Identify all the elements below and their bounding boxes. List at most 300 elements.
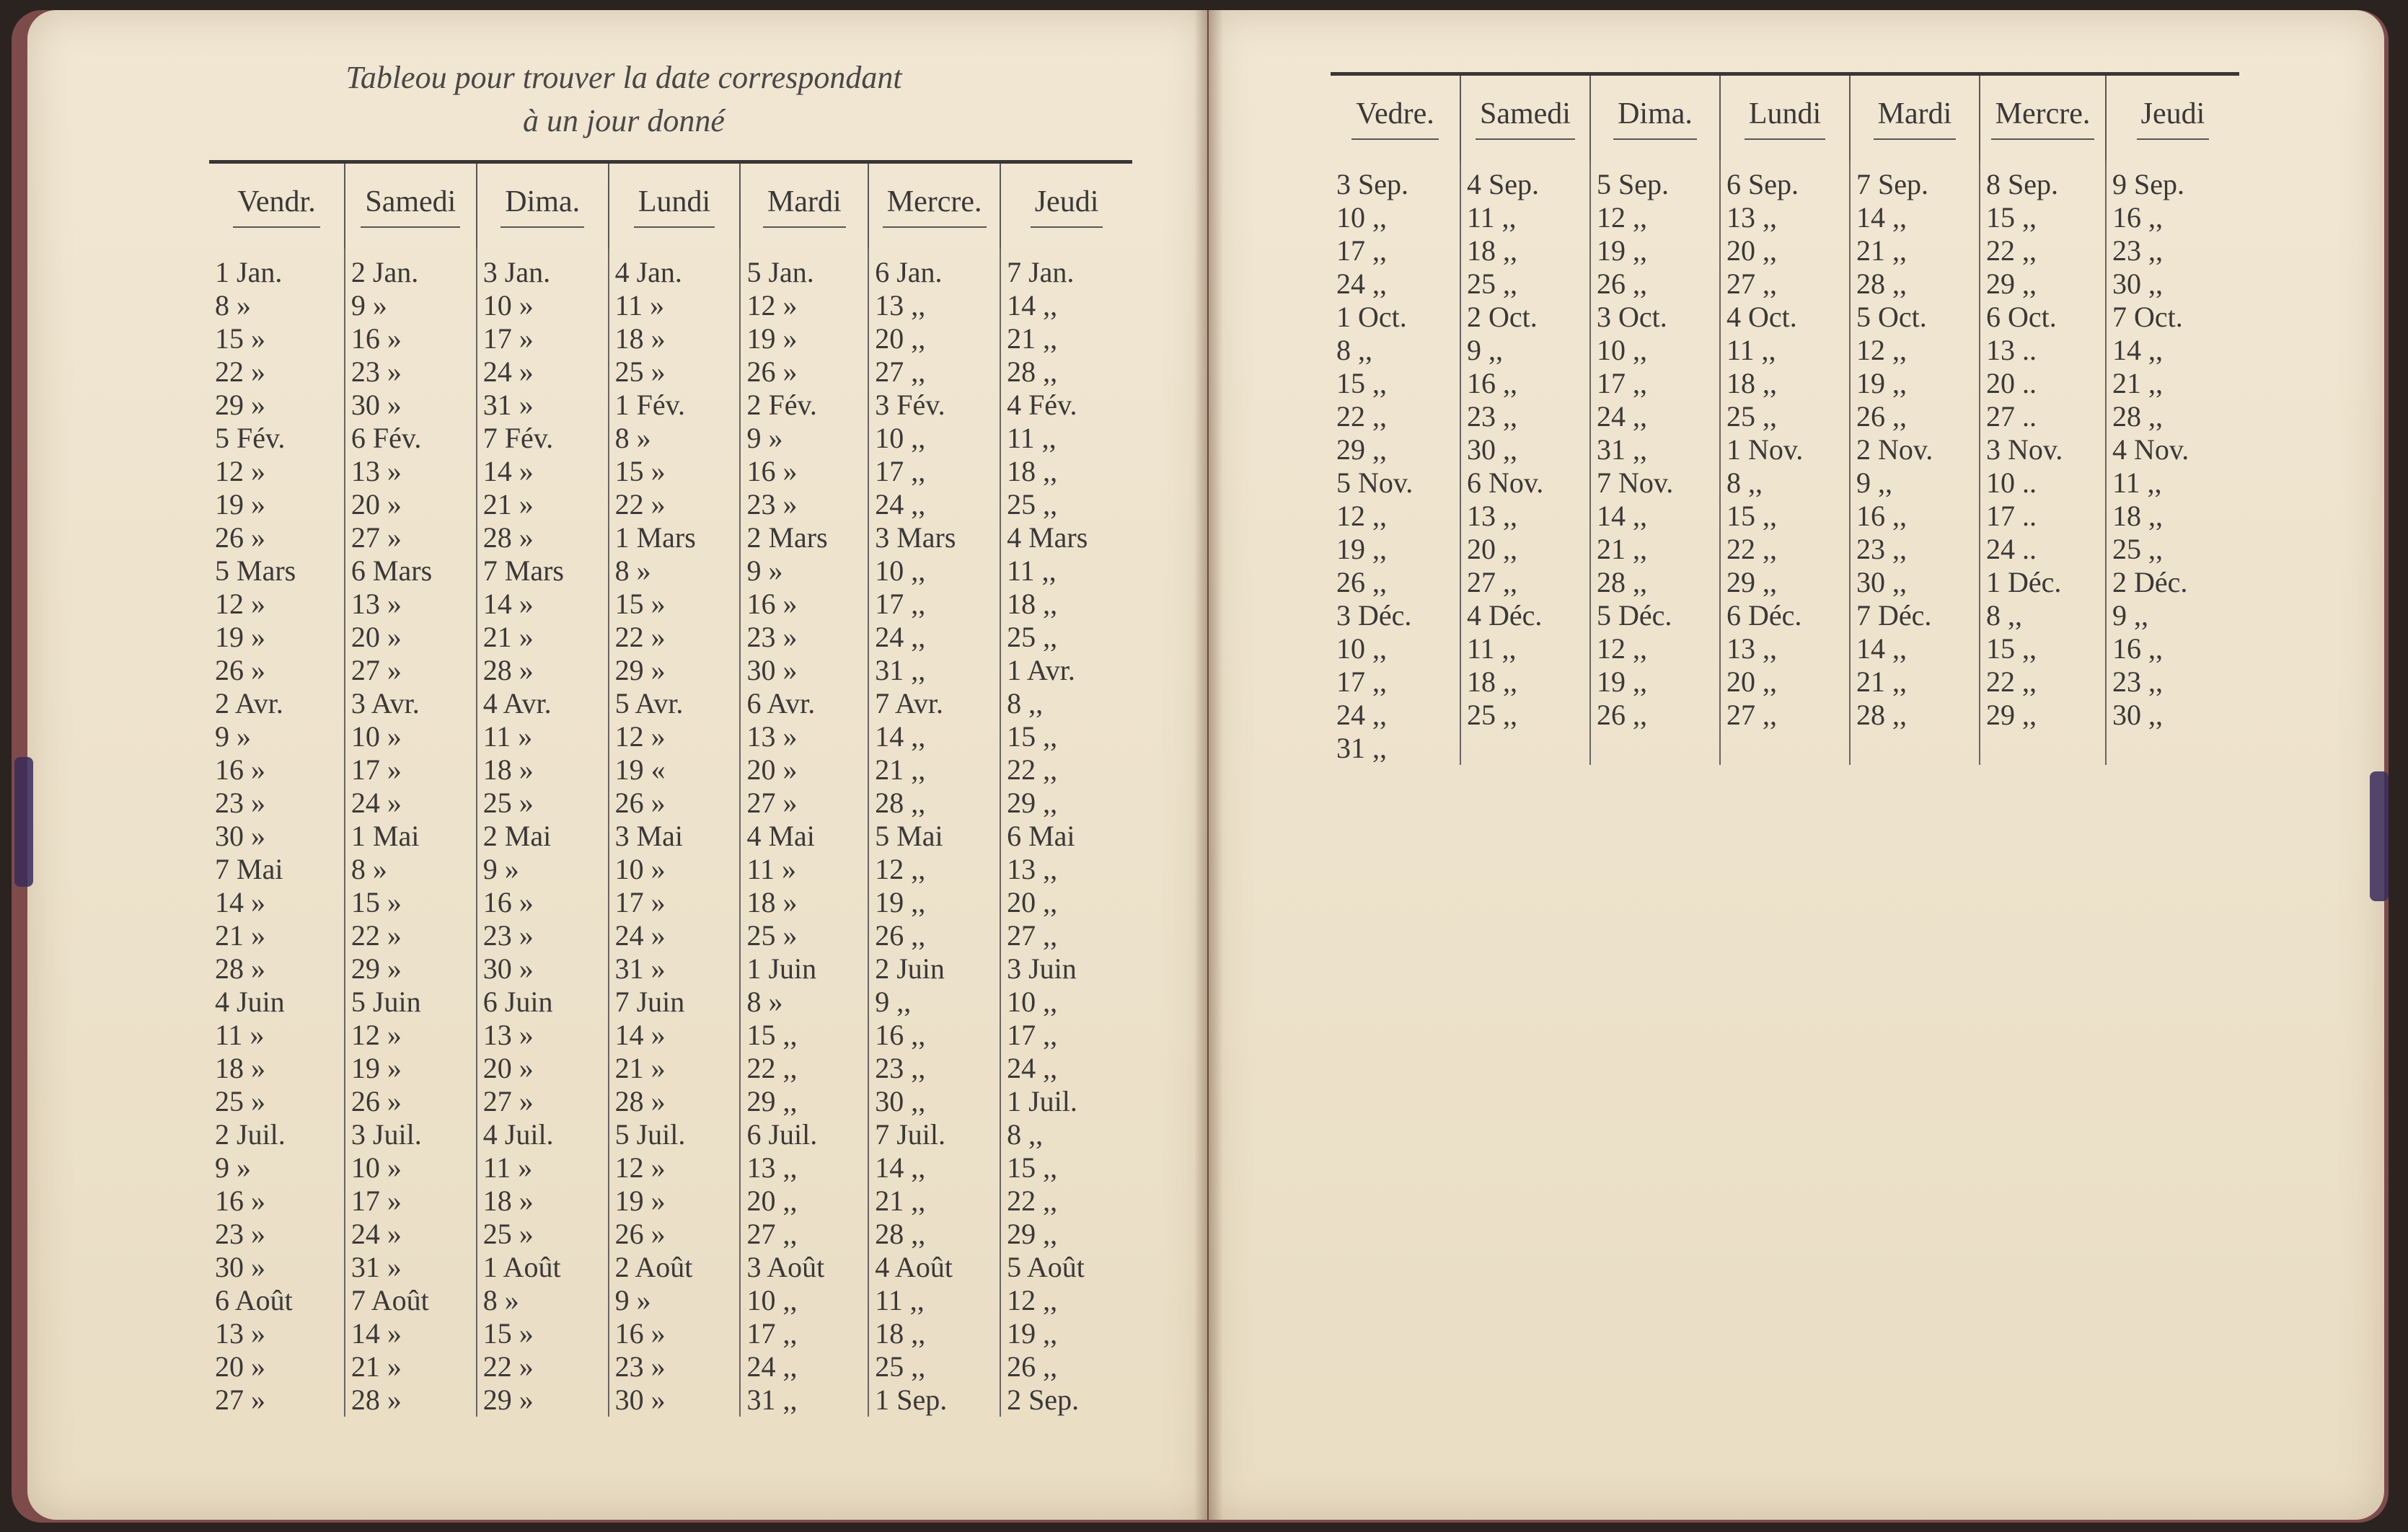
date-cell: 19 « <box>609 753 741 787</box>
date-cell: 12 ,, <box>1000 1284 1132 1317</box>
column-header <box>2106 74 2239 161</box>
date-cell: 15 ,, <box>1336 367 1387 399</box>
date-cell: 4 Mars <box>1000 521 1132 554</box>
date-cell: 19 ,, <box>1000 1317 1132 1350</box>
date-cell: 15 ,, <box>1980 201 2106 234</box>
date-cell: 28 ,, <box>1590 566 1720 599</box>
date-cell: 6 Sep. <box>1720 161 1850 201</box>
date-cell: 5 Nov. <box>1336 466 1414 499</box>
date-cell: 25 ,, <box>2106 533 2239 566</box>
date-cell: 9 » <box>215 720 251 753</box>
date-cell: 13 ,, <box>1460 500 1590 533</box>
date-cell: 6 Nov. <box>1460 466 1590 500</box>
date-cell: 22 ,, <box>1720 533 1850 566</box>
date-cell: 17 ,, <box>868 455 1000 488</box>
date-cell: 18 » <box>215 1052 265 1084</box>
date-cell: 12 » <box>215 455 265 487</box>
date-cell: 13 » <box>740 720 868 753</box>
date-cell: 20 ,, <box>1720 234 1850 267</box>
binding-mark <box>2370 771 2389 901</box>
date-cell: 8 Sep. <box>1980 161 2106 201</box>
date-cell: 18 ,, <box>1000 588 1132 621</box>
date-cell: 3 Oct. <box>1590 301 1720 334</box>
date-cell: 20 .. <box>1980 367 2106 400</box>
date-cell: 21 » <box>477 621 609 654</box>
date-cell: 16 » <box>740 455 868 488</box>
date-cell: 20 » <box>215 1350 265 1383</box>
date-cell: 24 » <box>609 919 741 952</box>
date-cell: 8 ,, <box>1980 599 2106 632</box>
column-header-label: Dima. <box>500 185 584 228</box>
date-cell: 18 ,, <box>1720 367 1850 400</box>
table-row <box>209 588 1132 621</box>
table-row <box>209 621 1132 654</box>
date-cell: 7 Mai <box>215 853 283 885</box>
table-row <box>209 455 1132 488</box>
date-cell: 28 » <box>609 1085 741 1118</box>
book-gutter <box>1194 10 1223 1520</box>
date-cell: 6 Juin <box>477 986 609 1019</box>
date-cell: 26 ,, <box>1000 1350 1132 1383</box>
date-cell: 10 ,, <box>868 554 1000 588</box>
date-cell: 19 ,, <box>1590 665 1720 699</box>
date-cell: 2 Oct. <box>1460 301 1590 334</box>
date-cell: 18 ,, <box>2106 500 2239 533</box>
date-cell: 14 » <box>345 1317 477 1350</box>
date-cell: 17 ,, <box>1336 665 1387 698</box>
date-cell: 25 ,, <box>1720 400 1850 433</box>
date-cell: 7 Fév. <box>477 422 609 455</box>
date-cell: 6 Oct. <box>1980 301 2106 334</box>
date-cell: 19 ,, <box>868 886 1000 919</box>
table-row <box>209 1284 1132 1317</box>
table-row <box>209 355 1132 389</box>
date-cell: 9 ,, <box>1850 466 1980 500</box>
date-cell: 8 ,, <box>1720 466 1850 500</box>
column-header <box>1331 74 1460 161</box>
column-header-label: Samedi <box>361 185 460 228</box>
date-cell: 7 Juin <box>609 986 741 1019</box>
date-cell <box>1720 732 1850 765</box>
date-cell: 10 » <box>609 853 741 886</box>
column-header-label: Mardi <box>763 185 846 228</box>
date-cell: 10 ,, <box>740 1284 868 1317</box>
date-cell: 5 Fév. <box>215 422 286 454</box>
date-cell: 11 » <box>609 289 741 322</box>
table-row <box>209 422 1132 455</box>
date-cell: 15 » <box>345 886 477 919</box>
title-line-2: à un jour donné <box>523 103 725 138</box>
table-row <box>1331 234 2239 267</box>
date-cell: 24 .. <box>1980 533 2106 566</box>
column-header-label: Lundi <box>1745 97 1825 140</box>
date-cell: 26 » <box>740 355 868 389</box>
date-cell: 29 ,, <box>1980 267 2106 301</box>
date-cell: 22 » <box>609 488 741 521</box>
column-header <box>868 162 1000 249</box>
date-cell: 10 ,, <box>1336 201 1387 234</box>
date-cell: 6 Mai <box>1000 820 1132 853</box>
date-cell: 14 » <box>215 886 265 918</box>
date-cell: 7 Sep. <box>1850 161 1980 201</box>
table-row <box>209 753 1132 787</box>
date-cell: 1 Juil. <box>1000 1085 1132 1118</box>
date-cell: 16 » <box>740 588 868 621</box>
date-cell: 29 » <box>609 654 741 687</box>
date-cell: 17 » <box>609 886 741 919</box>
table-row <box>209 521 1132 554</box>
date-cell: 29 ,, <box>1000 787 1132 820</box>
column-header-label: Jeudi <box>2137 97 2210 140</box>
date-cell: 18 ,, <box>1460 234 1590 267</box>
date-cell: 27 » <box>477 1085 609 1118</box>
date-cell: 30 » <box>609 1383 741 1417</box>
date-cell: 4 Avr. <box>477 687 609 720</box>
date-cell: 10 ,, <box>1336 632 1387 665</box>
table-row <box>209 787 1132 820</box>
date-cell: 27 ,, <box>1720 699 1850 732</box>
date-cell: 13 ,, <box>1720 632 1850 665</box>
date-cell: 18 ,, <box>1460 665 1590 699</box>
table-row <box>1331 466 2239 500</box>
date-cell: 13 » <box>477 1019 609 1052</box>
table-row <box>209 289 1132 322</box>
date-cell: 2 Jan. <box>345 249 477 289</box>
date-cell: 5 Jan. <box>740 249 868 289</box>
date-cell: 8 » <box>609 422 741 455</box>
date-cell: 22 ,, <box>1980 234 2106 267</box>
date-cell: 19 » <box>345 1052 477 1085</box>
table-row <box>209 488 1132 521</box>
date-cell: 9 » <box>609 1284 741 1317</box>
date-cell: 11 » <box>477 720 609 753</box>
date-cell: 7 Déc. <box>1850 599 1980 632</box>
date-cell: 1 Juin <box>740 952 868 986</box>
date-cell: 23 ,, <box>868 1052 1000 1085</box>
date-cell: 14 ,, <box>1850 632 1980 665</box>
date-cell: 25 ,, <box>1460 267 1590 301</box>
date-cell: 29 ,, <box>740 1085 868 1118</box>
date-cell: 22 ,, <box>1000 1185 1132 1218</box>
date-cell: 8 » <box>345 853 477 886</box>
date-cell: 8 » <box>477 1284 609 1317</box>
date-cell: 14 » <box>477 588 609 621</box>
date-cell: 18 ,, <box>868 1317 1000 1350</box>
date-cell: 25 » <box>609 355 741 389</box>
column-header <box>477 162 609 249</box>
date-cell: 2 Juil. <box>215 1118 286 1151</box>
date-cell: 1 Août <box>477 1251 609 1284</box>
date-cell: 14 » <box>609 1019 741 1052</box>
date-cell: 6 Mars <box>345 554 477 588</box>
date-cell: 5 Mai <box>868 820 1000 853</box>
date-cell: 9 ,, <box>1460 334 1590 367</box>
date-cell: 9 » <box>740 422 868 455</box>
column-header-label: Samedi <box>1476 97 1575 140</box>
date-cell: 8 ,, <box>1336 334 1372 366</box>
date-cell: 28 » <box>345 1383 477 1417</box>
date-cell: 23 ,, <box>1460 400 1590 433</box>
date-cell: 7 Jan. <box>1000 249 1132 289</box>
date-cell: 29 » <box>215 389 265 421</box>
date-cell: 12 ,, <box>1850 334 1980 367</box>
date-cell: 23 » <box>477 919 609 952</box>
date-cell: 19 ,, <box>1850 367 1980 400</box>
date-cell: 18 » <box>740 886 868 919</box>
date-cell: 13 ,, <box>740 1151 868 1185</box>
date-cell: 15 » <box>609 455 741 488</box>
date-cell: 14 ,, <box>1000 289 1132 322</box>
date-cell: 22 ,, <box>1000 753 1132 787</box>
date-cell: 1 Avr. <box>1000 654 1132 687</box>
date-cell: 8 » <box>740 986 868 1019</box>
column-header-label: Lundi <box>634 185 715 228</box>
date-cell: 15 » <box>215 322 265 355</box>
date-cell: 3 Fév. <box>868 389 1000 422</box>
column-header <box>1000 162 1132 249</box>
date-cell: 27 » <box>345 521 477 554</box>
date-cell: 14 ,, <box>1850 201 1980 234</box>
date-cell: 15 » <box>477 1317 609 1350</box>
date-cell: 22 » <box>345 919 477 952</box>
table-row <box>1331 267 2239 301</box>
date-cell: 21 ,, <box>868 1185 1000 1218</box>
date-cell: 10 ,, <box>868 422 1000 455</box>
date-cell: 27 » <box>215 1383 265 1416</box>
date-cell: 2 Mai <box>477 820 609 853</box>
date-cell: 3 Août <box>740 1251 868 1284</box>
column-header-label: Dima. <box>1613 97 1697 140</box>
date-cell: 22 ,, <box>1980 665 2106 699</box>
date-cell: 9 » <box>740 554 868 588</box>
date-cell: 17 ,, <box>1336 234 1387 267</box>
date-cell: 25 ,, <box>1460 699 1590 732</box>
date-cell <box>1980 732 2106 765</box>
date-cell: 7 Juil. <box>868 1118 1000 1151</box>
date-cell: 24 » <box>477 355 609 389</box>
date-cell: 3 Nov. <box>1980 433 2106 466</box>
column-header <box>209 162 345 249</box>
date-cell: 4 Août <box>868 1251 1000 1284</box>
table-row <box>209 1185 1132 1218</box>
date-cell: 20 ,, <box>868 322 1000 355</box>
date-cell: 22 » <box>609 621 741 654</box>
date-cell: 21 ,, <box>1850 665 1980 699</box>
date-cell: 12 » <box>345 1019 477 1052</box>
date-cell: 29 ,, <box>1336 433 1387 466</box>
table-row <box>209 853 1132 886</box>
date-cell: 25 ,, <box>1000 488 1132 521</box>
date-cell: 5 Avr. <box>609 687 741 720</box>
date-cell: 4 Déc. <box>1460 599 1590 632</box>
date-cell: 8 » <box>609 554 741 588</box>
date-cell: 11 » <box>740 853 868 886</box>
date-cell: 8 ,, <box>1000 1118 1132 1151</box>
date-cell: 4 Jan. <box>609 249 741 289</box>
table-row <box>209 1085 1132 1118</box>
date-cell: 20 » <box>740 753 868 787</box>
date-cell: 12 ,, <box>1590 201 1720 234</box>
date-cell: 20 ,, <box>740 1185 868 1218</box>
date-cell: 5 Juil. <box>609 1118 741 1151</box>
date-cell: 29 » <box>345 952 477 986</box>
date-cell: 1 Jan. <box>215 256 283 288</box>
date-cell: 24 ,, <box>868 621 1000 654</box>
date-cell: 15 ,, <box>740 1019 868 1052</box>
date-cell: 7 Avr. <box>868 687 1000 720</box>
column-header <box>1850 74 1980 161</box>
date-cell: 7 Août <box>345 1284 477 1317</box>
date-cell: 5 Oct. <box>1850 301 1980 334</box>
table-row <box>1331 400 2239 433</box>
date-cell: 26 ,, <box>1590 699 1720 732</box>
date-cell: 29 ,, <box>1720 566 1850 599</box>
date-cell: 16 ,, <box>1460 367 1590 400</box>
date-cell: 28 » <box>477 654 609 687</box>
date-cell: 30 ,, <box>1460 433 1590 466</box>
date-cell: 27 » <box>740 787 868 820</box>
table-row <box>209 389 1132 422</box>
date-cell: 28 » <box>215 952 265 985</box>
date-cell: 11 » <box>215 1019 265 1051</box>
date-cell: 18 » <box>477 753 609 787</box>
date-cell: 11 ,, <box>868 1284 1000 1317</box>
date-cell: 21 ,, <box>1850 234 1980 267</box>
date-cell: 26 » <box>609 787 741 820</box>
date-cell: 30 » <box>740 654 868 687</box>
date-cell: 24 ,, <box>868 488 1000 521</box>
date-cell: 27 ,, <box>1000 919 1132 952</box>
table-row <box>209 1019 1132 1052</box>
date-cell: 12 ,, <box>1590 632 1720 665</box>
date-cell: 23 » <box>215 1218 265 1250</box>
date-cell: 8 ,, <box>1000 687 1132 720</box>
date-cell: 19 » <box>740 322 868 355</box>
date-cell: 30 » <box>215 820 265 852</box>
date-cell: 30 » <box>477 952 609 986</box>
date-cell: 11 ,, <box>1000 554 1132 588</box>
date-cell: 23 ,, <box>1850 533 1980 566</box>
date-cell: 15 ,, <box>1000 1151 1132 1185</box>
date-cell: 10 ,, <box>1000 986 1132 1019</box>
date-cell: 19 » <box>215 488 265 521</box>
date-cell: 26 ,, <box>868 919 1000 952</box>
date-cell: 13 ,, <box>868 289 1000 322</box>
page-title <box>216 56 1031 143</box>
date-cell: 6 Avr. <box>740 687 868 720</box>
date-cell: 23 » <box>215 787 265 819</box>
table-row <box>1331 566 2239 599</box>
date-cell: 16 » <box>215 1185 265 1217</box>
column-header-label: Mercre. <box>1991 97 2095 140</box>
date-cell: 23 » <box>740 488 868 521</box>
date-cell: 28 » <box>477 521 609 554</box>
date-cell: 14 ,, <box>2106 334 2239 367</box>
date-table-left <box>209 160 1132 1417</box>
date-cell: 28 ,, <box>1850 699 1980 732</box>
date-cell: 2 Juin <box>868 952 1000 986</box>
date-cell: 25 » <box>215 1085 265 1117</box>
date-cell: 31 ,, <box>740 1383 868 1417</box>
table-row <box>1331 367 2239 400</box>
table-row <box>209 820 1132 853</box>
date-cell: 30 » <box>215 1251 265 1283</box>
date-cell: 4 Juil. <box>477 1118 609 1151</box>
date-cell: 16 » <box>609 1317 741 1350</box>
date-cell: 6 Fév. <box>345 422 477 455</box>
date-cell: 30 ,, <box>2106 699 2239 732</box>
date-cell: 21 » <box>477 488 609 521</box>
date-cell: 18 ,, <box>1000 455 1132 488</box>
date-cell: 3 Déc. <box>1336 599 1412 632</box>
date-cell: 12 ,, <box>1336 500 1387 532</box>
date-cell: 16 ,, <box>2106 201 2239 234</box>
date-cell: 4 Sep. <box>1460 161 1590 201</box>
date-cell: 23 ,, <box>2106 234 2239 267</box>
table-row <box>209 554 1132 588</box>
date-cell: 31 » <box>345 1251 477 1284</box>
date-cell: 15 ,, <box>1720 500 1850 533</box>
table-row <box>209 1052 1132 1085</box>
date-cell: 21 ,, <box>868 753 1000 787</box>
title-line-1: Tableou pour trouver la date correspondant <box>345 60 902 95</box>
column-header <box>1460 74 1590 161</box>
date-cell: 6 Jan. <box>868 249 1000 289</box>
date-cell: 28 ,, <box>1850 267 1980 301</box>
date-cell: 4 Mai <box>740 820 868 853</box>
date-cell: 25 » <box>477 1218 609 1251</box>
table-row <box>1331 632 2239 665</box>
date-cell: 1 Nov. <box>1720 433 1850 466</box>
table-row <box>209 1151 1132 1185</box>
date-cell: 17 » <box>477 322 609 355</box>
date-cell: 10 .. <box>1980 466 2106 500</box>
binding-mark <box>14 757 33 887</box>
date-cell: 16 ,, <box>2106 632 2239 665</box>
date-cell: 25 » <box>477 787 609 820</box>
date-cell: 2 Nov. <box>1850 433 1980 466</box>
date-cell: 21 » <box>609 1052 741 1085</box>
date-cell: 18 » <box>609 322 741 355</box>
date-cell: 10 ,, <box>1590 334 1720 367</box>
date-cell: 26 » <box>215 654 265 686</box>
table-row <box>209 720 1132 753</box>
date-cell: 3 Avr. <box>345 687 477 720</box>
date-cell: 15 » <box>609 588 741 621</box>
date-cell: 19 » <box>609 1185 741 1218</box>
column-header-label: Vendr. <box>233 185 320 228</box>
column-header <box>1720 74 1850 161</box>
date-cell: 1 Oct. <box>1336 301 1407 333</box>
date-cell <box>1850 732 1980 765</box>
date-cell: 17 » <box>345 753 477 787</box>
column-header-label: Jeudi <box>1031 185 1103 228</box>
date-cell: 22 » <box>477 1350 609 1383</box>
date-cell: 26 » <box>215 521 265 554</box>
date-cell: 7 Oct. <box>2106 301 2239 334</box>
date-cell: 23 » <box>609 1350 741 1383</box>
date-cell: 13 ,, <box>1000 853 1132 886</box>
date-cell: 17 ,, <box>868 588 1000 621</box>
date-cell: 9 Sep. <box>2106 161 2239 201</box>
date-table-right <box>1331 72 2239 765</box>
date-cell: 3 Sep. <box>1336 168 1408 200</box>
table-row <box>209 1350 1132 1383</box>
date-cell: 29 » <box>477 1383 609 1417</box>
date-cell: 12 » <box>609 1151 741 1185</box>
date-cell <box>2106 732 2239 765</box>
date-cell: 13 » <box>345 455 477 488</box>
